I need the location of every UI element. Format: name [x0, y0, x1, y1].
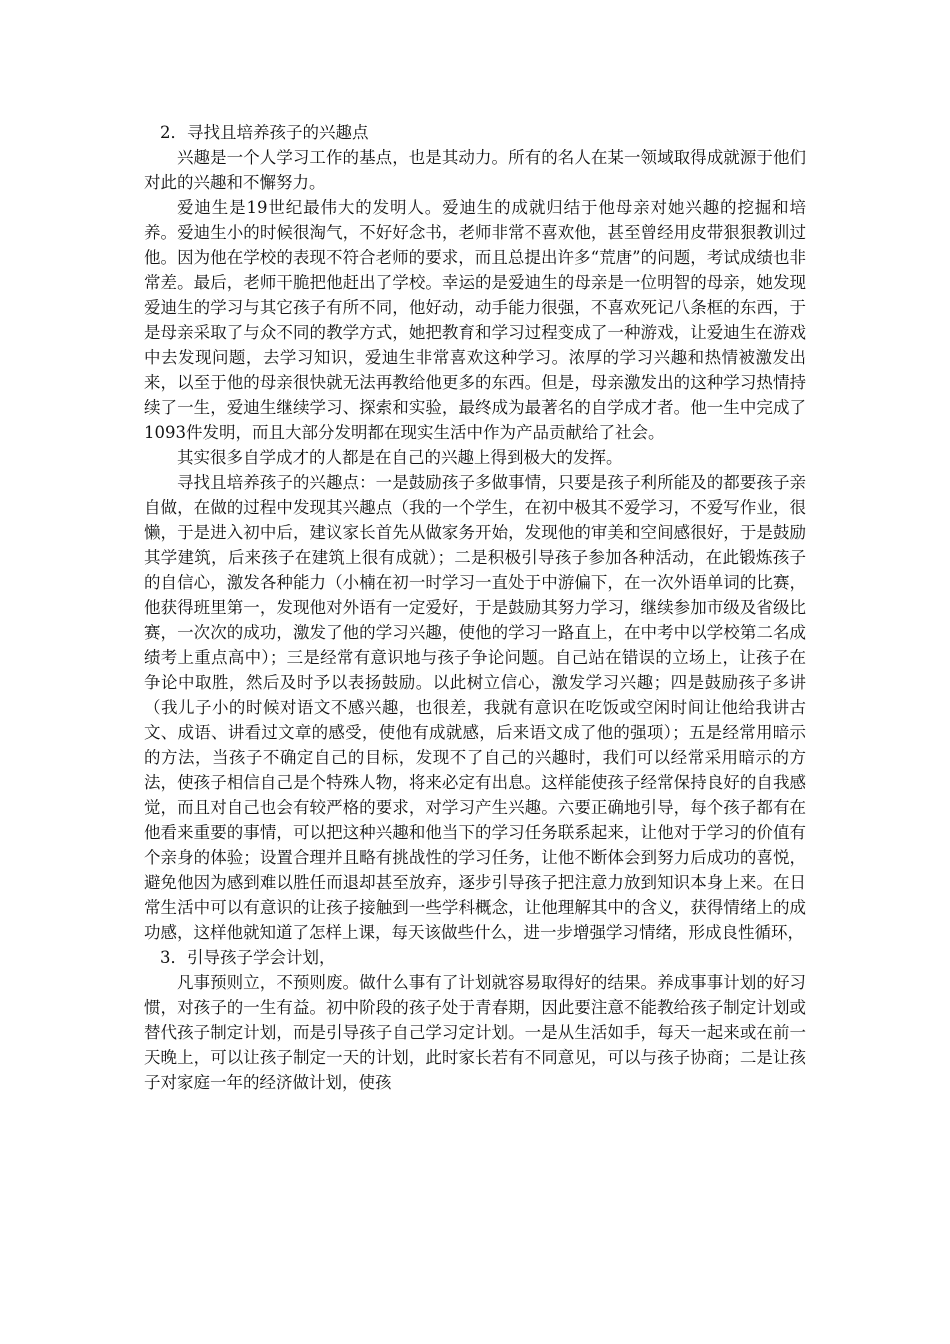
paragraph-self-taught: 其实很多自学成才的人都是在自己的兴趣上得到极大的发挥。	[177, 448, 623, 467]
paragraph-edison-story: 爱迪生是19世纪最伟大的发明人。爱迪生的成就归结于他母亲对她兴趣的挖掘和培养。爱迪生小的时候很淘气，不好好念书，老师非常不喜欢他，甚至曾经用皮带狠狠教训过他。因为他在学校的表现不符合老师的要求，而且总提出许多“荒唐”的问题，考试成绩也非常差。最后，老师干脆把他赶出了学校。幸运的是爱迪生的母亲是一位明智的母亲，她发现爱迪生的学习与其它孩子有所不同，他好动，动手能力很强，不喜欢死记八条框的东西，于是母亲采取了与众不同的教学方式，她把教育和学习过程变成了一种游戏，让爱迪生在游戏中去发现问题，去学习知识，爱迪生非常喜欢这种学习。浓厚的学习兴趣和热情被激发出来，以至于他的母亲很快就无法再教给他更多的东西。但是，母亲激发出的这种学习热情持续了一生，爱迪生继续学习、探索和实验，最终成为最著名的自学成才者。他一生中完成了1093件发明，而且大部分发明都在现实生活中作为产品贡献给了社会。	[144, 198, 806, 442]
paragraph-interest-methods: 寻找且培养孩子的兴趣点：一是鼓励孩子多做事情，只要是孩子利所能及的都要孩子亲自做，在做的过程中发现其兴趣点（我的一个学生，在初中极其不爱学习，不爱写作业，很懒，于是进入初中后，建议家长首先从做家务开始，发现他的审美和空间感很好，于是鼓励其学建筑，后来孩子在建筑上很有成就）；二是积极引导孩子参加各种活动，在此锻炼孩子的自信心，激发各种能力（小楠在初一时学习一直处于中游偏下，在一次外语单词的比赛，他获得班里第一，发现他对外语有一定爱好，于是鼓励其努力学习，继续参加市级及省级比赛，一次次的成功，激发了他的学习兴趣，使他的学习一路直上，在中考中以学校第二名成绩考上重点高中）；三是经常有意识地与孩子争论问题。自己站在错误的立场上，让孩子在争论中取胜，然后及时予以表扬鼓励。以此树立信心，激发学习兴趣；四是鼓励孩子多讲（我儿子小的时候对语文不感兴趣，也很差，我就有意识在吃饭或空闲时间让他给我讲古文、成语、讲看过文章的感受，使他有成就感，后来语文成了他的强项）；五是经常用暗示的方法，当孩子不确定自己的目标，发现不了自己的兴趣时，我们可以经常采用暗示的方法，使孩子相信自己是个特殊人物，将来必定有出息。这样能使孩子经常保持良好的自我感觉，而且对自己也会有较严格的要求，对学习产生兴趣。六要正确地引导，每个孩子都有在他看来重要的事情，可以把这种兴趣和他当下的学习任务联系起来，让他对于学习的价值有个亲身的体验；设置合理并且略有挑战性的学习任务，让他不断体会到努力后成功的喜悦，避免他因为感到难以胜任而退却甚至放弃，逐步引导孩子把注意力放到知识本身上来。在日常生活中可以有意识的让孩子接触到一些学科概念，让他理解其中的含义，获得情绪上的成功感，这样他就知道了怎样上课，每天该做些什么，进一步增强学习情绪，形成良性循环，	[144, 473, 806, 942]
paragraph-interest-intro: 兴趣是一个人学习工作的基点，也是其动力。所有的名人在某一领域取得成就源于他们对此的兴趣和不懈努力。	[144, 148, 806, 192]
section-heading-planning: 3．引导孩子学会计划，	[160, 948, 336, 967]
section-heading-interest: 2．寻找且培养孩子的兴趣点	[160, 123, 369, 142]
document-page	[144, 120, 806, 1095]
paragraph-planning: 凡事预则立，不预则废。做什么事有了计划就容易取得好的结果。养成事事计划的好习惯，对孩子的一生有益。初中阶段的孩子处于青春期，因此要注意不能教给孩子制定计划或替代孩子制定计划，而是引导孩子自己学习定计划。一是从生活如手，每天一起来或在前一天晚上，可以让孩子制定一天的计划，此时家长若有不同意见，可以与孩子协商；二是让孩子对家庭一年的经济做计划，使孩	[144, 973, 806, 1092]
